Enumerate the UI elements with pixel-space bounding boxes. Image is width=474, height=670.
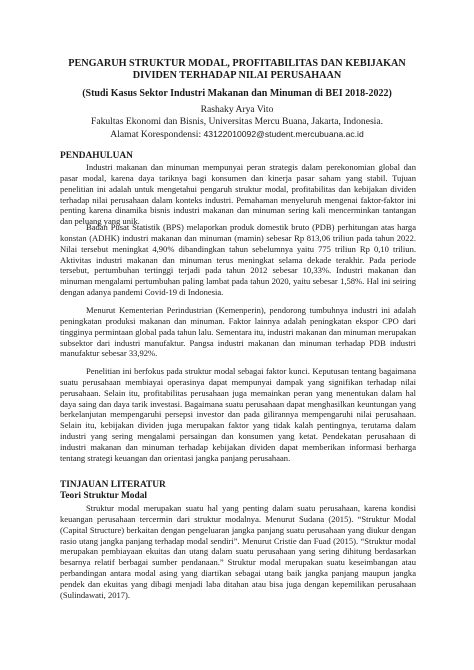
paragraph-intro-2: Badan Pusat Statistik (BPS) melaporkan produk domestik bruto (PDB) perhitungan atas harga konstan (ADHK) industri makanan dan minuman (mamin) sebesar Rp 813,06 triliun pada tahun 2022. Nilai tersebut meningkat 4,90% dibandingkan tahun sebelumnya yaitu 775 triliun Rp 0,10 triliun. Aktivitas industri makanan dan minuman terus meningkat selama dekade terakhir. Pada periode tersebut, pertumbuhan tertinggi terjadi pada tahun 2012 sebesar 10,33%. Industri makanan dan minuman mengalami pertumbuhan paling lambat pada tahun 2020, yaitu sebesar 1,58%. Hal ini seiring dengan adanya pandemi Covid-19 di Indonesia. <box>60 222 416 298</box>
author-affiliation: Fakultas Ekonomi dan Bisnis, Universitas Mercu Buana, Jakarta, Indonesia. <box>90 116 384 127</box>
title-line-2: DIVIDEN TERHADAP NILAI PERUSAHAAN <box>132 70 342 81</box>
paragraph-intro-4: Penelitian ini berfokus pada struktur modal sebagai faktor kunci. Keputusan tentang bagaimana suatu perusahaan membiayai operasinya dapat mempunyai dampak yang signifikan terhadap nilai perusahaan. Selain itu, profitabilitas perusahaan juga memainkan peran yang menentukan dalam hal daya saing dan daya tarik investasi. Bagaimana suatu perusahaan dapat menghasilkan keuntungan yang berkelanjutan mempengaruhi persepsi investor dan pada gilirannya mempengaruhi nilai perusahaan. Selain itu, kebijakan dividen juga merupakan faktor yang tidak kalah pentingnya, terutama dalam industri yang sering mengalami persaingan dan konsumen yang ketat. Pendekatan perusahaan di industri makanan dan minuman terhadap kebijakan dividen dapat memberikan informasi berharga tentang strategi keuangan dan orientasi jangka panjang perusahaan. <box>60 366 416 463</box>
paragraph-literature-1: Struktur modal merupakan suatu hal yang penting dalam suatu perusahaan, karena kondisi keuangan perusahaan tercermin dari struktur modalnya. Menurut Sudana (2015). “Struktur Modal (Capital Structure) berkaitan dengan pengeluaran jangka panjang suatu perusahaan yang diukur dengan rasio utang jangka panjang terhadap modal sendiri”. Menurut Cristie dan Fuad (2015). “Struktur modal merupakan pembiayaan ekuitas dan utang dalam suatu perusahaan yang sering dihitung berdasarkan besarnya relatif berbagai sumber pendanaan.” Struktur modal merupakan suatu keseimbangan atau perbandingan antara modal asing yang diartikan sebagai utang baik jangka panjang maupun jangka pendek dan ekuitas yang dibagi menjadi laba ditahan atau bisa juga dengan kepemilikan perusahaan (Sulindawati, 2017). <box>60 503 416 600</box>
section-heading-pendahuluan: PENDAHULUAN <box>60 151 133 161</box>
correspondence-label: Alamat Korespondensi: <box>110 129 202 140</box>
paper-subtitle: (Studi Kasus Sektor Industri Makanan dan Minuman di BEI 2018-2022) <box>82 88 392 99</box>
section-heading-tinjauan: TINJAUAN LITERATUR <box>60 480 166 490</box>
author-name: Rashaky Arya Vito <box>200 104 274 115</box>
subsection-heading-struktur-modal: Teori Struktur Modal <box>60 491 147 501</box>
paragraph-intro-1: Industri makanan dan minuman mempunyai peran strategis dalam perekonomian global dan pasar modal, karena daya tariknya bagi konsumen dan kinerja pasar saham yang stabil. Tujuan penelitian ini adalah untuk mengetahui pengaruh struktur modal, profitabilitas dan kebijakan dividen terhadap nilai perusahaan dalam konteks industri. Pemahaman menyeluruh mengenai faktor-faktor ini penting karena dinamika bisnis industri makanan dan minuman sering kali mencerminkan tantangan dan peluang yang unik. <box>60 162 416 227</box>
title-line-1: PENGARUH STRUKTUR MODAL, PROFITABILITAS DAN KEBIJAKAN <box>68 58 406 69</box>
correspondence-line <box>60 128 414 141</box>
paragraph-intro-3: Menurut Kementerian Perindustrian (Kemenperin), pendorong tumbuhnya industri ini adalah peningkatan produksi makanan dan minuman. Faktor lainnya adalah peningkatan ekspor CPO dari tingginya permintaan global pada tahun lalu. Sementara itu, industri makanan dan minuman merupakan subsektor dari industri manufaktur. Pangsa industri makanan dan minuman terhadap PDB industri manufaktur sebesar 33,92%. <box>60 305 416 359</box>
correspondence-email: 43122010092@student.mercubuana.ac.id <box>203 129 364 139</box>
paper-title <box>60 58 414 82</box>
